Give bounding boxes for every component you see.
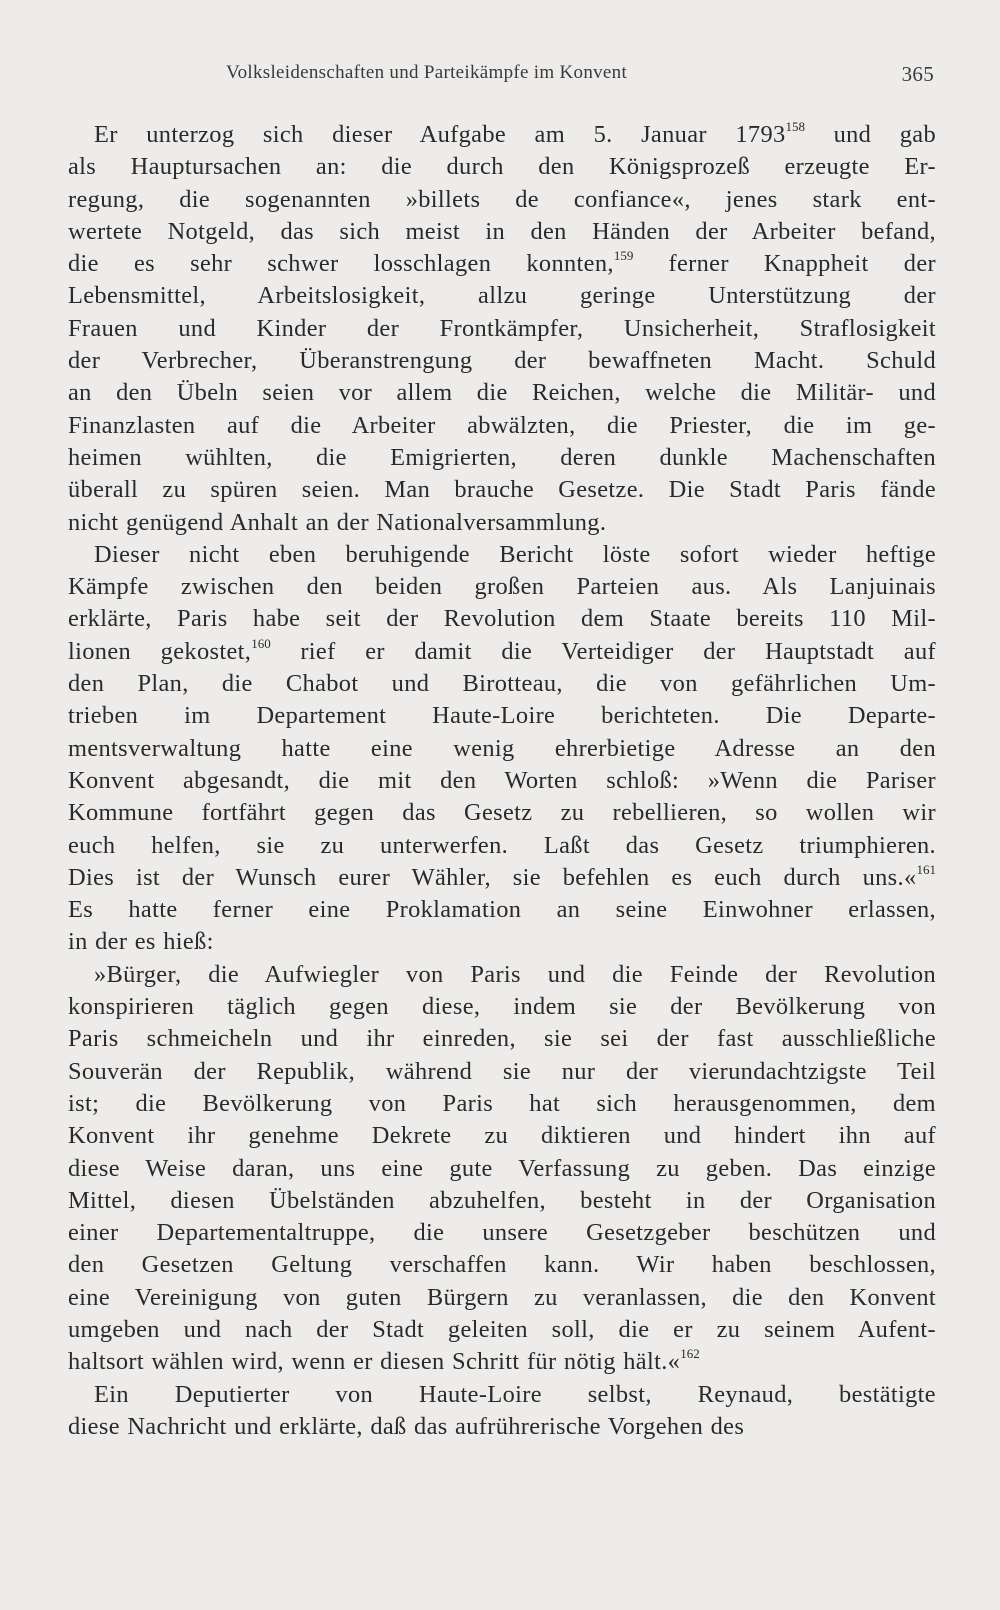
text-segment: rief er damit die Verteidiger der Hauptstadt auf bbox=[270, 637, 936, 665]
text-segment: konspirieren täglich gegen diese, indem sie der Bevölkerung von bbox=[68, 993, 936, 1021]
paragraph bbox=[68, 1379, 936, 1444]
text-segment: einer Departementaltruppe, die unsere Gesetzgeber beschützen und bbox=[68, 1219, 936, 1247]
text-line bbox=[68, 797, 936, 829]
text-segment: Konvent abgesandt, die mit den Worten schloß: »Wenn die Pariser bbox=[68, 766, 936, 794]
text-line bbox=[68, 280, 936, 312]
text-segment: diese Weise daran, uns eine gute Verfassung zu geben. Das einzige bbox=[68, 1154, 936, 1182]
text-line bbox=[68, 603, 936, 635]
text-segment: heimen wühlten, die Emigrierten, deren dunkle Machenschaften bbox=[68, 443, 936, 471]
footnote-marker: 159 bbox=[613, 248, 634, 264]
text-segment: diese Nachricht und erklärte, daß das aufrührerische Vorgehen des bbox=[68, 1412, 745, 1440]
text-line bbox=[68, 571, 936, 603]
paragraph bbox=[68, 959, 936, 1379]
text-line bbox=[68, 1120, 936, 1152]
text-line bbox=[68, 668, 936, 700]
text-line bbox=[68, 119, 936, 151]
text-line bbox=[68, 1088, 936, 1120]
text-segment: wertete Notgeld, das sich meist in den Händen der Arbeiter befand, bbox=[68, 217, 936, 245]
text-line bbox=[68, 184, 936, 216]
text-segment: erklärte, Paris habe seit der Revolution dem Staate bereits 110 Mil- bbox=[68, 605, 936, 633]
footnote-marker: 158 bbox=[785, 119, 806, 134]
text-line bbox=[68, 248, 936, 280]
text-segment: Konvent ihr genehme Dekrete zu diktieren und hindert ihn auf bbox=[68, 1122, 936, 1150]
text-line bbox=[68, 830, 936, 862]
paragraph bbox=[68, 539, 936, 959]
text-segment: und gab bbox=[805, 121, 936, 148]
text-segment: die es sehr schwer losschlagen konnten, bbox=[68, 250, 614, 278]
text-line bbox=[68, 926, 936, 958]
text-line bbox=[68, 765, 936, 797]
text-segment: Ein Deputierter von Haute-Loire selbst, Reynaud, bestätigte bbox=[94, 1380, 936, 1408]
text-line bbox=[68, 1217, 936, 1249]
text-segment: euch helfen, sie zu unterwerfen. Laßt das Gesetz triumphieren. bbox=[68, 831, 936, 859]
text-segment: Mittel, diesen Übelständen abzuhelfen, besteht in der Organisation bbox=[68, 1186, 936, 1214]
text-line bbox=[68, 636, 936, 668]
text-segment: eine Vereinigung von guten Bürgern zu veranlassen, die den Konvent bbox=[68, 1283, 936, 1311]
text-line bbox=[68, 894, 936, 926]
text-segment: in der es hieß: bbox=[68, 928, 214, 956]
footnote-marker: 161 bbox=[916, 861, 936, 877]
text-segment: Frauen und Kinder der Frontkämpfer, Unsicherheit, Straflosigkeit bbox=[68, 314, 936, 342]
text-segment: haltsort wählen wird, wenn er diesen Schritt für nötig hält.« bbox=[68, 1348, 681, 1376]
text-segment: Souverän der Republik, während sie nur der vierundachtzigste Teil bbox=[68, 1057, 936, 1085]
text-line bbox=[68, 1249, 936, 1281]
text-line bbox=[68, 216, 936, 248]
text-segment: »Bürger, die Aufwiegler von Paris und die Feinde der Revolution bbox=[94, 960, 936, 988]
running-title: Volksleidenschaften und Parteikämpfe im Konvent bbox=[226, 62, 628, 83]
text-line bbox=[68, 991, 936, 1023]
text-line bbox=[68, 1346, 936, 1378]
text-line bbox=[68, 151, 936, 183]
text-line bbox=[68, 1185, 936, 1217]
text-segment: Lebensmittel, Arbeitslosigkeit, allzu geringe Unterstützung der bbox=[68, 282, 936, 310]
text-segment: den Gesetzen Geltung verschaffen kann. Wir haben beschlossen, bbox=[68, 1251, 936, 1279]
text-line bbox=[68, 733, 936, 765]
text-segment: umgeben und nach der Stadt geleiten soll, die er zu seinem Aufent- bbox=[68, 1315, 936, 1343]
text-segment: Paris schmeicheln und ihr einreden, sie sei der fast ausschließliche bbox=[68, 1025, 936, 1053]
text-line bbox=[68, 700, 936, 732]
text-segment: Kämpfe zwischen den beiden großen Parteien aus. Als Lanjuinais bbox=[68, 573, 936, 601]
text-segment: Finanzlasten auf die Arbeiter abwälzten, die Priester, die im ge- bbox=[68, 411, 936, 439]
text-line bbox=[68, 507, 936, 539]
page-number: 365 bbox=[901, 62, 934, 86]
text-segment: Er unterzog sich dieser Aufgabe am 5. Januar 1793 bbox=[94, 121, 786, 148]
text-segment: Kommune fortfährt gegen das Gesetz zu rebellieren, so wollen wir bbox=[68, 799, 936, 827]
text-line bbox=[68, 1056, 936, 1088]
text-line bbox=[68, 345, 936, 377]
text-segment: ist; die Bevölkerung von Paris hat sich herausgenommen, dem bbox=[68, 1089, 936, 1117]
text-segment: Es hatte ferner eine Proklamation an seine Einwohner erlassen, bbox=[68, 896, 936, 924]
text-line bbox=[68, 959, 936, 991]
text-line bbox=[68, 474, 936, 506]
text-segment: an den Übeln seien vor allem die Reichen, welche die Militär- und bbox=[68, 379, 936, 407]
text-segment: als Hauptursachen an: die durch den Königsprozeß erzeugte Er- bbox=[68, 153, 936, 181]
text-segment: nicht genügend Anhalt an der Nationalversammlung. bbox=[68, 508, 607, 536]
text-line bbox=[68, 1153, 936, 1185]
text-segment: mentsverwaltung hatte eine wenig ehrerbietige Adresse an den bbox=[68, 734, 936, 762]
text-segment: regung, die sogenannten »billets de confiance«, jenes stark ent- bbox=[68, 185, 936, 213]
page-header bbox=[226, 62, 934, 92]
text-segment: den Plan, die Chabot und Birotteau, die von gefährlichen Um- bbox=[68, 670, 936, 698]
text-line bbox=[68, 442, 936, 474]
text-segment: der Verbrecher, Überanstrengung der bewaffneten Macht. Schuld bbox=[68, 347, 936, 375]
text-line bbox=[68, 1314, 936, 1346]
footnote-marker: 162 bbox=[680, 1346, 700, 1362]
text-line bbox=[68, 862, 936, 894]
text-line bbox=[68, 539, 936, 571]
text-segment: Dieser nicht eben beruhigende Bericht löste sofort wieder heftige bbox=[94, 540, 936, 568]
text-segment: ferner Knappheit der bbox=[633, 250, 936, 278]
footnote-marker: 160 bbox=[251, 635, 271, 651]
text-line bbox=[68, 1282, 936, 1314]
text-line bbox=[68, 1411, 936, 1443]
text-line bbox=[68, 1379, 936, 1411]
text-segment: trieben im Departement Haute-Loire berichteten. Die Departe- bbox=[68, 702, 936, 730]
paragraph bbox=[68, 119, 936, 539]
text-line bbox=[68, 313, 936, 345]
text-segment: Dies ist der Wunsch eurer Wähler, sie befehlen es euch durch uns.« bbox=[68, 863, 917, 891]
text-line bbox=[68, 410, 936, 442]
text-line bbox=[68, 1023, 936, 1055]
body-text bbox=[68, 119, 936, 1443]
text-segment: lionen gekostet, bbox=[68, 637, 252, 665]
text-segment: überall zu spüren seien. Man brauche Gesetze. Die Stadt Paris fände bbox=[68, 476, 936, 504]
text-line bbox=[68, 377, 936, 409]
